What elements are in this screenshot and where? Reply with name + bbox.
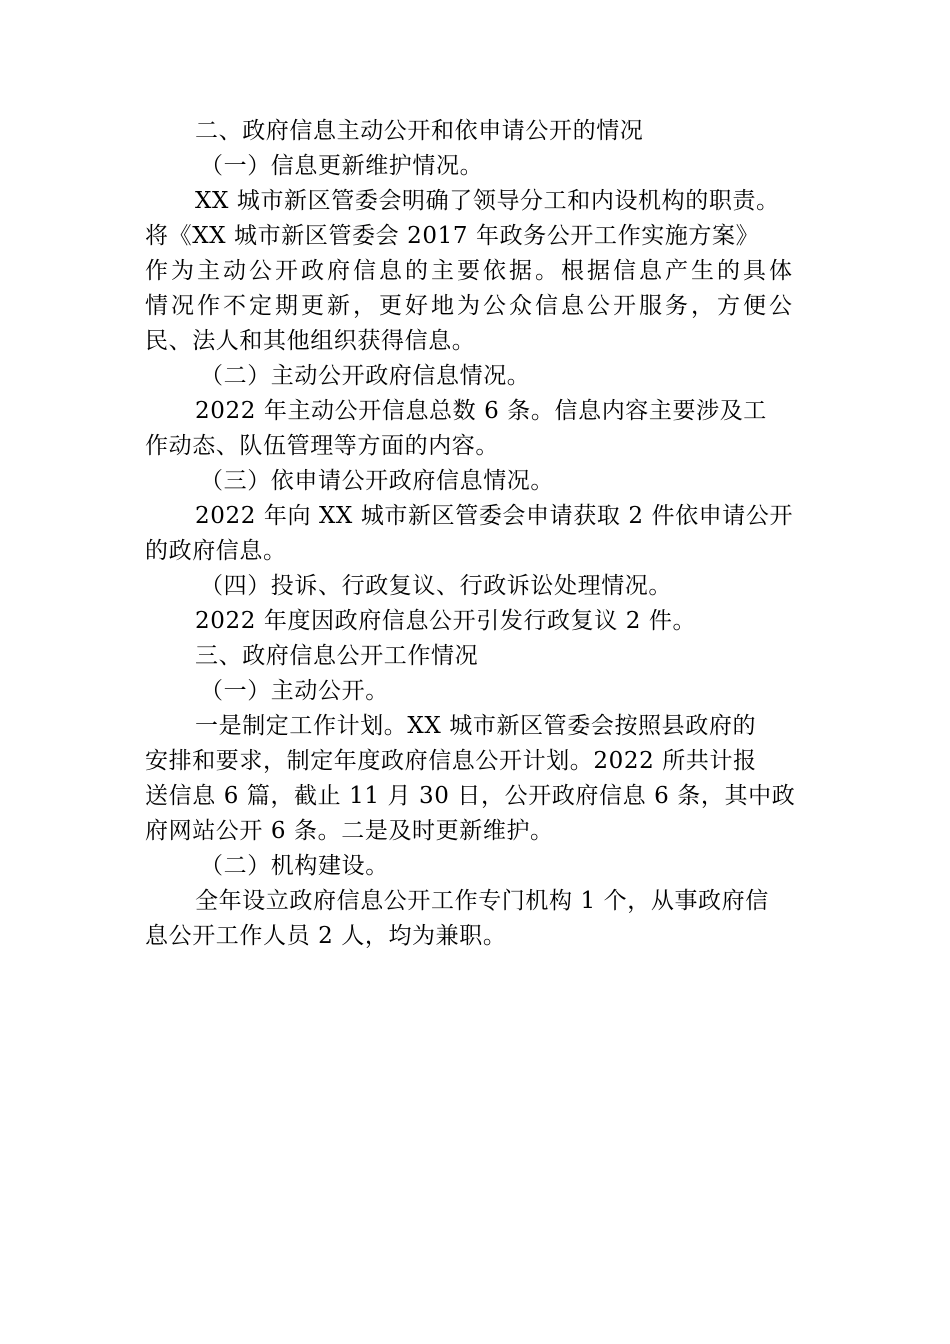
- paragraph-line: 送信息 6 篇，截止 11 月 30 日，公开政府信息 6 条，其中政: [145, 783, 796, 809]
- paragraph-line: 情况作不定期更新，更好地为公众信息公开服务，方便公: [145, 293, 795, 319]
- subsection-title: （二）机构建设。: [200, 853, 389, 879]
- paragraph-line: 作为主动公开政府信息的主要依据。根据信息产生的具体: [145, 258, 795, 284]
- paragraph-line: 的政府信息。: [145, 538, 287, 564]
- paragraph-line: XX 城市新区管委会明确了领导分工和内设机构的职责。: [195, 188, 780, 214]
- paragraph-line: 2022 年向 XX 城市新区管委会申请获取 2 件依申请公开: [195, 503, 794, 529]
- paragraph-line: 民、法人和其他组织获得信息。: [145, 328, 476, 354]
- paragraph-line: 息公开工作人员 2 人，均为兼职。: [145, 923, 507, 949]
- subsection-title: （一）信息更新维护情况。: [200, 153, 484, 179]
- subsection-title: （二）主动公开政府信息情况。: [200, 363, 531, 389]
- subsection-title: （四）投诉、行政复议、行政诉讼处理情况。: [200, 573, 672, 599]
- paragraph-line: 2022 年主动公开信息总数 6 条。信息内容主要涉及工: [195, 398, 767, 424]
- paragraph-line: 将《XX 城市新区管委会 2017 年政务公开工作实施方案》: [145, 223, 760, 249]
- subsection-title: （三）依申请公开政府信息情况。: [200, 468, 554, 494]
- paragraph-line: 全年设立政府信息公开工作专门机构 1 个，从事政府信: [195, 888, 769, 914]
- paragraph-line: 2022 年度因政府信息公开引发行政复议 2 件。: [195, 608, 697, 634]
- section-heading-3: 三、政府信息公开工作情况: [195, 643, 479, 669]
- paragraph-line: 府网站公开 6 条。二是及时更新维护。: [145, 818, 554, 844]
- paragraph-line: 一是制定工作计划。XX 城市新区管委会按照县政府的: [195, 713, 757, 739]
- document-page: [145, 114, 805, 954]
- paragraph-line: 安排和要求，制定年度政府信息公开计划。2022 所共计报: [145, 748, 757, 774]
- subsection-title: （一）主动公开。: [200, 678, 389, 704]
- paragraph-line: 作动态、队伍管理等方面的内容。: [145, 433, 499, 459]
- section-heading-2: 二、政府信息主动公开和依申请公开的情况: [195, 118, 644, 144]
